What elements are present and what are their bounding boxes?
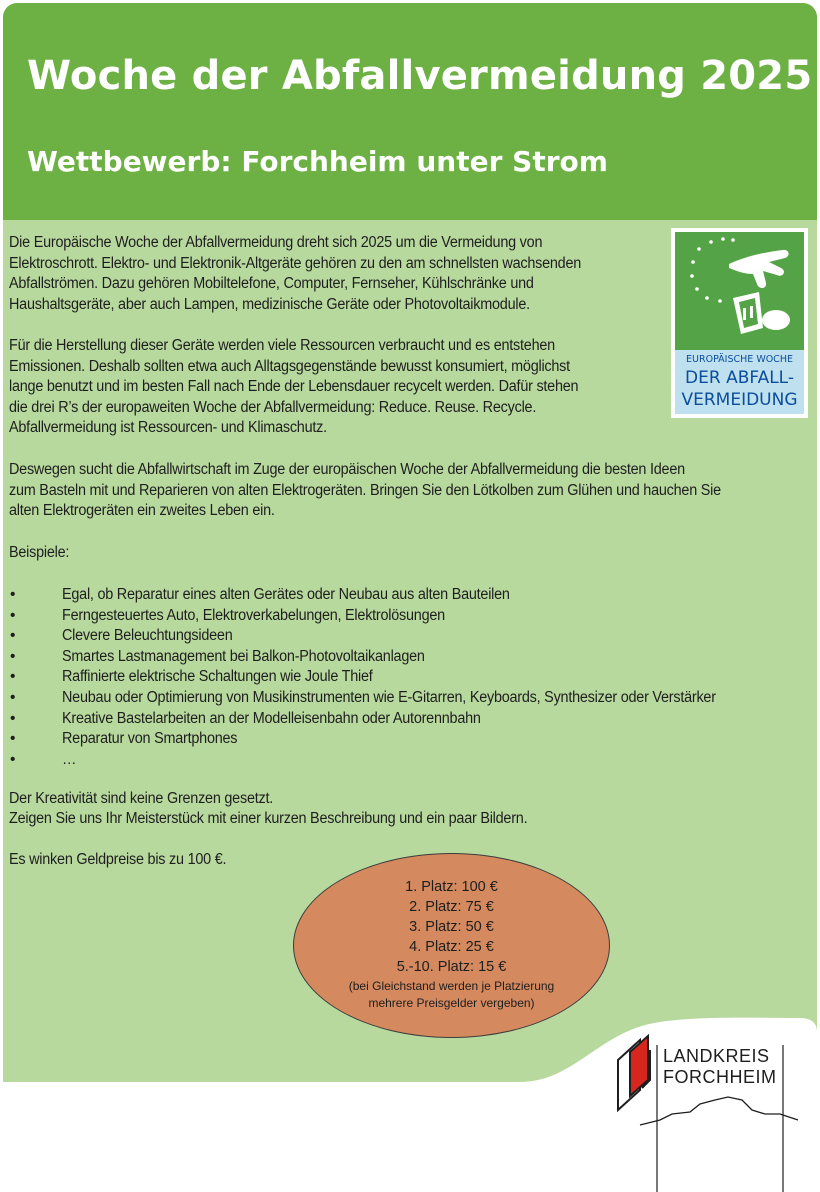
landkreis-logo-line: FORCHHEIM [663,1067,777,1087]
bullet-icon: • [10,606,16,624]
list-item-label: Reparatur von Smartphones [62,730,238,748]
prize-item: 4. Platz: 25 € [409,939,494,955]
text-line: lange benutzt und im besten Fall nach Ende der Lebensdauer recycelt werden. Dafür stehen [9,378,579,395]
text-line: Abfallströmen. Dazu gehören Mobiltelefone, Computer, Fernseher, Kühlschränke und [9,275,534,292]
prize-note: mehrere Preisgelder vergeben) [368,996,535,1010]
text-line: Die Europäische Woche der Abfallvermeidung dreht sich 2025 um die Vermeidung von [9,234,543,251]
bullet-icon: • [10,730,16,748]
list-item-label: Neubau oder Optimierung von Musikinstrumenten wie E-Gitarren, Keyboards, Synthesizer oder Verstärker [62,689,716,706]
list-item-label: Raffinierte elektrische Schaltungen wie Joule Thief [62,668,373,686]
text-line: die drei R’s der europaweiten Woche der Abfallvermeidung: Reduce. Reuse. Recycle. [9,399,537,416]
text-line: zum Basteln mit und Reparieren von alten Elektrogeräten. Bringen Sie den Lötkolben zum Glühen und hauchen Sie [9,482,721,499]
list-item-label: Ferngesteuertes Auto, Elektroverkabelungen, Elektrolösungen [62,606,445,624]
list-item-label: Clevere Beleuchtungsideen [62,627,233,645]
bullet-icon: • [10,709,16,727]
prize-item: 2. Platz: 75 € [409,899,494,915]
list-item-label: … [62,750,77,768]
page-subtitle: Wettbewerb: Forchheim unter Strom [27,145,608,178]
text-line: Zeigen Sie uns Ihr Meisterstück mit einer kurzen Beschreibung und ein paar Bildern. [9,810,528,827]
list-item-label: Smartes Lastmanagement bei Balkon-Photovoltaikanlagen [62,647,425,665]
text-line: Für die Herstellung dieser Geräte werden viele Ressourcen verbraucht und es entstehen [9,337,555,354]
bullet-icon: • [10,750,16,768]
text-line: Haushaltsgeräte, aber auch Lampen, medizinische Geräte oder Photovoltaikmodule. [9,296,530,313]
text-line: Deswegen sucht die Abfallwirtschaft im Zuge der europäischen Woche der Abfallvermeidung die besten Ideen [9,461,685,478]
prize-intro: Es winken Geldpreise bis zu 100 €. [9,851,227,868]
bullet-icon: • [10,586,16,603]
ewwr-logo-line: VERMEIDUNG [681,390,798,410]
bullet-icon: • [10,647,16,665]
page-title: Woche der Abfallvermeidung 2025 [27,53,813,99]
bullet-icon: • [10,689,16,706]
examples-heading: Beispiele: [9,544,70,561]
list-item-label: Egal, ob Reparatur eines alten Gerätes oder Neubau aus alten Bauteilen [62,586,510,603]
prize-item: 1. Platz: 100 € [405,879,498,895]
text-line: Elektroschrott. Elektro- und Elektronik-Altgeräte gehören zu den am schnellsten wachsenden [9,255,582,272]
text-line: Emissionen. Deshalb sollten etwa auch Alltagsgegenstände bewusst konsumiert, möglichst [9,358,570,375]
text-line: alten Elektrogeräten ein zweites Leben ein. [9,502,275,519]
prize-note: (bei Gleichstand werden je Platzierung [348,979,555,993]
ewwr-logo-line: EUROPÄISCHE WOCHE [686,354,793,365]
bullet-icon: • [10,627,16,645]
landkreis-logo-line: LANDKREIS [663,1046,770,1066]
text-line: Abfallvermeidung ist Ressourcen- und Klimaschutz. [9,419,327,436]
bullet-icon: • [10,668,16,686]
list-item-label: Kreative Bastelarbeiten an der Modelleisenbahn oder Autorennbahn [62,709,481,727]
ewwr-logo-line: DER ABFALL- [685,368,794,388]
text-line: Der Kreativität sind keine Grenzen gesetzt. [9,790,274,807]
prize-item: 3. Platz: 50 € [409,919,494,935]
prize-item: 5.-10. Platz: 15 € [396,959,507,975]
